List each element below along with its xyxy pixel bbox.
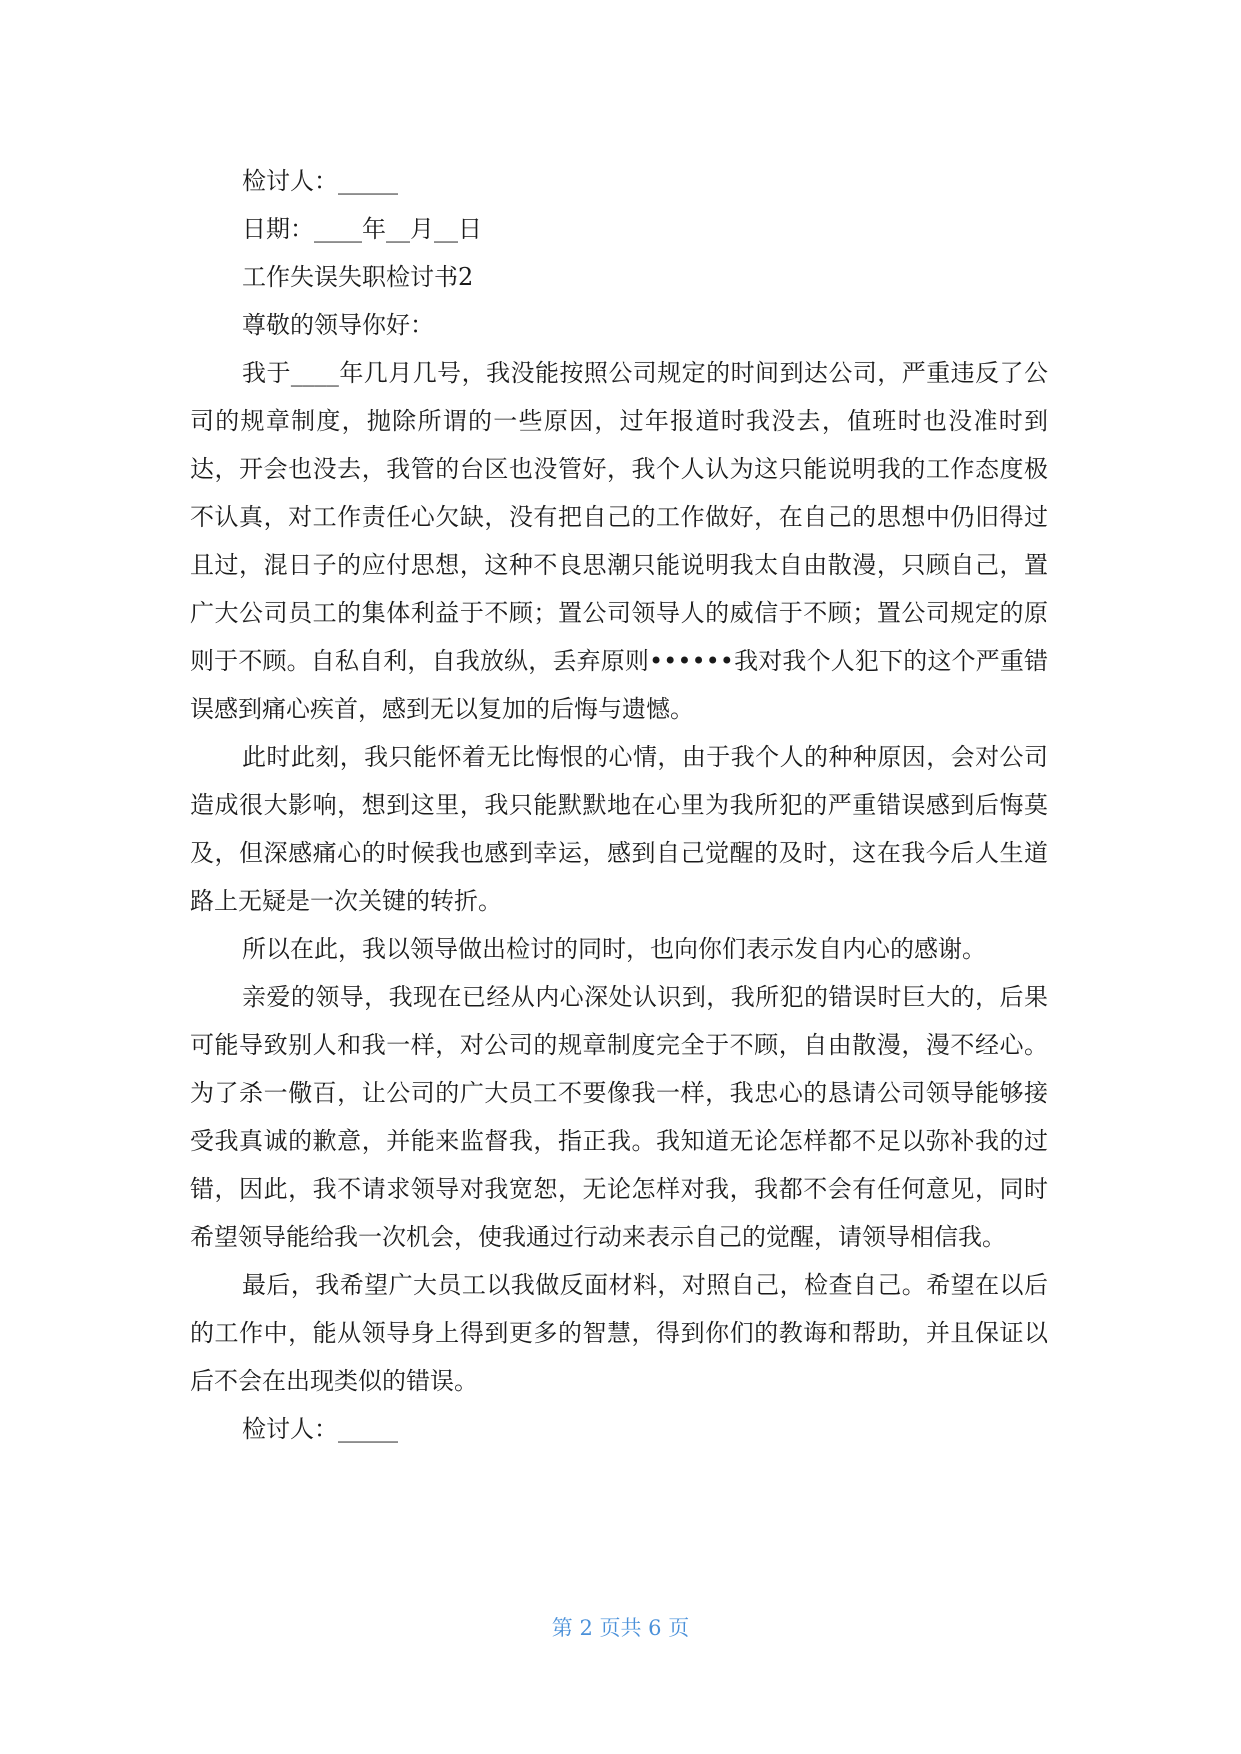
salutation: 尊敬的领导你好：	[242, 311, 434, 339]
page-number-footer: 第 2 页共 6 页	[551, 1616, 690, 1640]
document-title: 工作失误失职检讨书2	[242, 263, 474, 291]
paragraph-5: 最后，我希望广大员工以我做反面材料，对照自己，检查自己。希望在以后的工作中，能从领导身上得到更多的智慧，得到你们的教诲和帮助，并且保证以后不会在出现类似的错误。	[190, 1271, 1048, 1395]
paragraph-3: 所以在此，我以领导做出检讨的同时，也向你们表示发自内心的感谢。	[242, 935, 986, 963]
reviewer-signature-bottom: 检讨人：_____	[242, 1415, 398, 1443]
paragraph-4: 亲爱的领导，我现在已经从内心深处认识到，我所犯的错误时巨大的，后果可能导致别人和我一样，对公司的规章制度完全于不顾，自由散漫，漫不经心。为了杀一儆百，让公司的广大员工不要像我一样，我忠心的恳请公司领导能够接受我真诚的歉意，并能来监督我，指正我。我知道无论怎样都不足以弥补我的过错，因此，我不请求领导对我宽恕，无论怎样对我，我都不会有任何意见，同时希望领导能给我一次机会，使我通过行动来表示自己的觉醒，请领导相信我。	[190, 983, 1048, 1251]
paragraph-2: 此时此刻，我只能怀着无比悔恨的心情，由于我个人的种种原因，会对公司造成很大影响，想到这里，我只能默默地在心里为我所犯的严重错误感到后悔莫及，但深感痛心的时候我也感到幸运，感到自己觉醒的及时，这在我今后人生道路上无疑是一次关键的转折。	[190, 743, 1048, 915]
date-line: 日期：____年__月__日	[242, 215, 482, 243]
paragraph-1: 我于____年几月几号，我没能按照公司规定的时间到达公司，严重违反了公司的规章制度，抛除所谓的一些原因，过年报道时我没去，值班时也没准时到达，开会也没去，我管的台区也没管好，我个人认为这只能说明我的工作态度极不认真，对工作责任心欠缺，没有把自己的工作做好，在自己的思想中仍旧得过且过，混日子的应付思想，这种不良思潮只能说明我太自由散漫，只顾自己，置广大公司员工的集体利益于不顾；置公司领导人的威信于不顾；置公司规定的原则于不顾。自私自利，自我放纵，丢弃原则••••••我对我个人犯下的这个严重错误感到痛心疾首，感到无以复加的后悔与遗憾。	[190, 359, 1048, 723]
reviewer-signature-top: 检讨人：_____	[242, 167, 398, 195]
document-body	[190, 157, 1048, 1453]
